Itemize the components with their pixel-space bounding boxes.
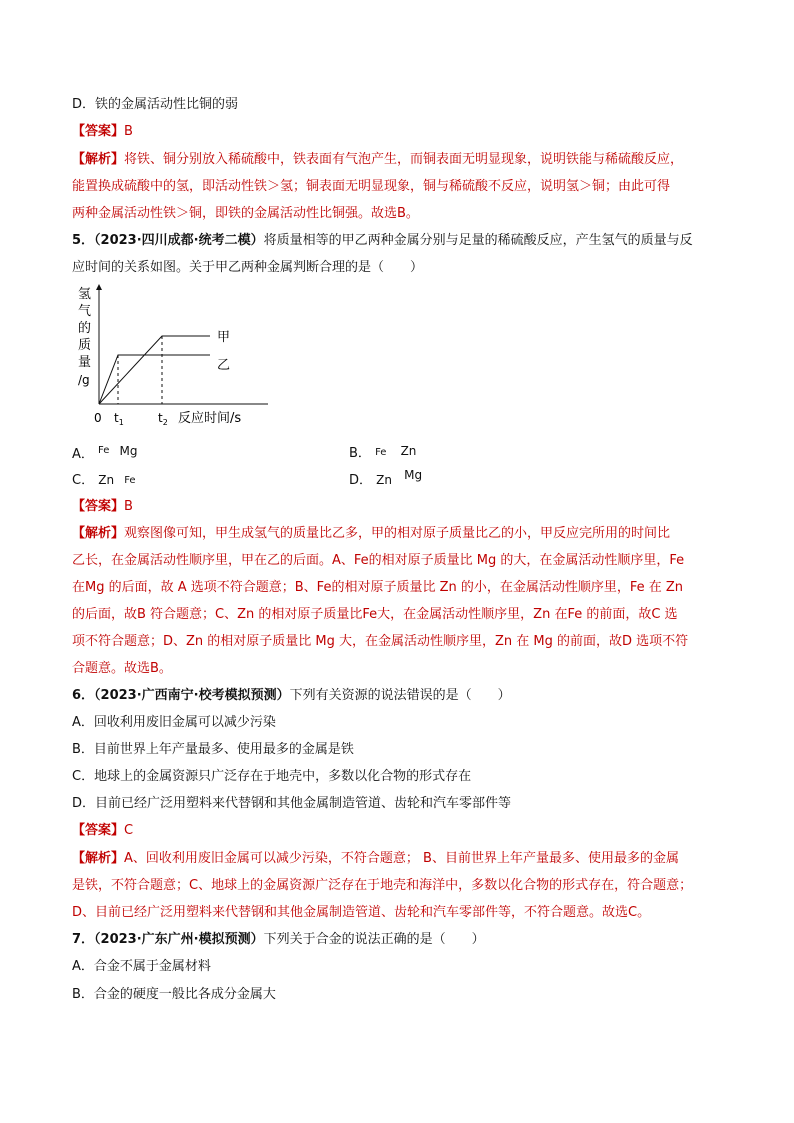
answer-value: B <box>124 499 133 514</box>
q5-graph <box>72 284 272 432</box>
t2-label: $t_2$ <box>158 411 168 427</box>
question-stem: 将质量相等的甲乙两种金属分别与足量的稀硫酸反应，产生氢气的质量与反 <box>263 233 693 248</box>
q5-stem-line-1 <box>72 232 693 250</box>
q5-analysis-line-4: 的后面，故B 符合题意；C、Zn 的相对原子质量比Fe大，在金属活动性顺序里，Zn 在Fe 的前面，故C 选 <box>72 607 678 622</box>
analysis-label: 【解析】 <box>72 526 125 541</box>
q6-analysis-line-1 <box>72 850 679 868</box>
q6-option-a: A．回收利用废旧金属可以减少污染 <box>72 715 276 730</box>
q4-analysis-line-3: 两种金属活动性铁＞铜，即铁的金属活动性比铜强。故选B。 <box>72 206 419 221</box>
line-jia <box>99 336 210 404</box>
origin-label: 0 <box>94 411 102 425</box>
q6-option-b: B．目前世界上年产量最多、使用最多的金属是铁 <box>72 742 354 757</box>
answer-label: 【答案】 <box>72 124 125 139</box>
q7-stem <box>72 931 485 949</box>
option-second: Mg <box>404 468 423 482</box>
option-label: A． <box>72 447 94 462</box>
question-source: （2023·广东广州·模拟预测） <box>94 932 264 947</box>
q4-answer <box>72 123 133 141</box>
option-first: Zn <box>98 473 115 487</box>
analysis-text: A、回收利用废旧金属可以减少污染，不符合题意； B、目前世界上年产量最多、使用最多的金属 <box>124 851 679 866</box>
q5-analysis-line-5: 项不符合题意；D、Zn 的相对原子质量比 Mg 大，在金属活动性顺序里，Zn 在 Mg 的前面，故D 选项不符 <box>72 634 689 649</box>
option-first: Fe <box>98 445 110 456</box>
question-source: （2023·四川成都·统考二模） <box>94 233 264 248</box>
q6-analysis-line-2: 是铁，不符合题意；C、地球上的金属资源广泛存在于地壳和海洋中，多数以化合物的形式存在，符合题意； <box>72 878 693 893</box>
analysis-label: 【解析】 <box>72 851 125 866</box>
line-yi <box>99 355 210 404</box>
line-yi-label: 乙 <box>217 358 231 373</box>
question-number: 6． <box>72 688 95 703</box>
option-first: Zn <box>376 473 392 487</box>
t1-label: $t_1$ <box>114 411 124 427</box>
q5-analysis-line-3: 在Mg 的后面，故 A 选项不符合题意；B、Fe的相对原子质量比 Zn 的小，在金属活动性顺序里，Fe 在 Zn <box>72 580 684 595</box>
x-axis-label: 反应时间/s <box>178 411 242 426</box>
analysis-label: 【解析】 <box>72 152 125 167</box>
answer-label: 【答案】 <box>72 499 125 514</box>
q5-answer <box>72 498 133 516</box>
question-number: 5． <box>72 233 95 248</box>
q5-option-d <box>349 468 423 490</box>
q6-answer <box>72 822 133 840</box>
q7-option-a: A．合金不属于金属材料 <box>72 959 211 974</box>
question-stem: 下列有关资源的说法错误的是（ ） <box>289 688 511 703</box>
option-first: Fe <box>375 447 387 458</box>
option-label: D． <box>349 473 373 488</box>
y-label-char: 气 <box>78 304 92 319</box>
y-axis-arrow <box>96 284 102 290</box>
q7-option-b: B．合金的硬度一般比各成分金属大 <box>72 987 276 1002</box>
line-jia-label: 甲 <box>217 330 231 345</box>
q4-analysis-line-2: 能置换成硫酸中的氢，即活动性铁＞氢；铜表面无明显现象，铜与稀硫酸不反应，说明氢＞铜；由此可得 <box>72 179 671 194</box>
answer-value: C <box>124 823 134 838</box>
q4-option-d: D．铁的金属活动性比铜的弱 <box>72 97 239 112</box>
q5-analysis-line-2: 乙长，在金属活动性顺序里，甲在乙的后面。A、Fe的相对原子质量比 Mg 的大，在金属活动性顺序里，Fe <box>72 553 685 568</box>
q5-option-a <box>72 445 138 465</box>
q5-analysis-line-1 <box>72 525 670 543</box>
question-number: 7． <box>72 932 95 947</box>
analysis-text: 将铁、铜分别放入稀硫酸中，铁表面有气泡产生，而铜表面无明显现象，说明铁能与稀硫酸反应， <box>124 152 684 167</box>
q6-stem <box>72 687 511 705</box>
q5-option-c <box>72 471 136 491</box>
option-second: Mg <box>119 444 138 458</box>
option-label: C． <box>72 473 95 488</box>
q4-analysis-line-1 <box>72 151 683 169</box>
answer-label: 【答案】 <box>72 823 125 838</box>
q6-option-d: D．目前已经广泛用塑料来代替钢和其他金属制造管道、齿轮和汽车零部件等 <box>72 796 512 811</box>
analysis-text: 观察图像可知，甲生成氢气的质量比乙多，甲的相对原子质量比乙的小，甲反应完所用的时间比 <box>124 526 671 541</box>
y-label-char: 氢 <box>78 287 92 302</box>
option-second: Fe <box>124 475 136 486</box>
y-label-char: 质 <box>78 338 92 353</box>
option-label: B． <box>349 446 371 461</box>
answer-value: B <box>124 124 133 139</box>
y-label-char: 的 <box>78 321 92 336</box>
y-label-char: 量 <box>78 355 92 370</box>
q5-stem-line-2: 应时间的关系如图。关于甲乙两种金属判断合理的是（ ） <box>72 260 424 275</box>
q6-option-c: C．地球上的金属资源只广泛存在于地壳中，多数以化合物的形式存在 <box>72 769 472 784</box>
y-unit: /g <box>78 373 90 387</box>
q5-option-b <box>349 444 416 464</box>
option-second: Zn <box>400 444 417 458</box>
question-source: （2023·广西南宁·校考模拟预测） <box>94 688 290 703</box>
q6-analysis-line-3: D、目前已经广泛用塑料来代替钢和其他金属制造管道、齿轮和汽车零部件等，不符合题意。故选C。 <box>72 905 651 920</box>
question-stem: 下列关于合金的说法正确的是（ ） <box>263 932 485 947</box>
q5-analysis-line-6: 合题意。故选B。 <box>72 661 172 676</box>
